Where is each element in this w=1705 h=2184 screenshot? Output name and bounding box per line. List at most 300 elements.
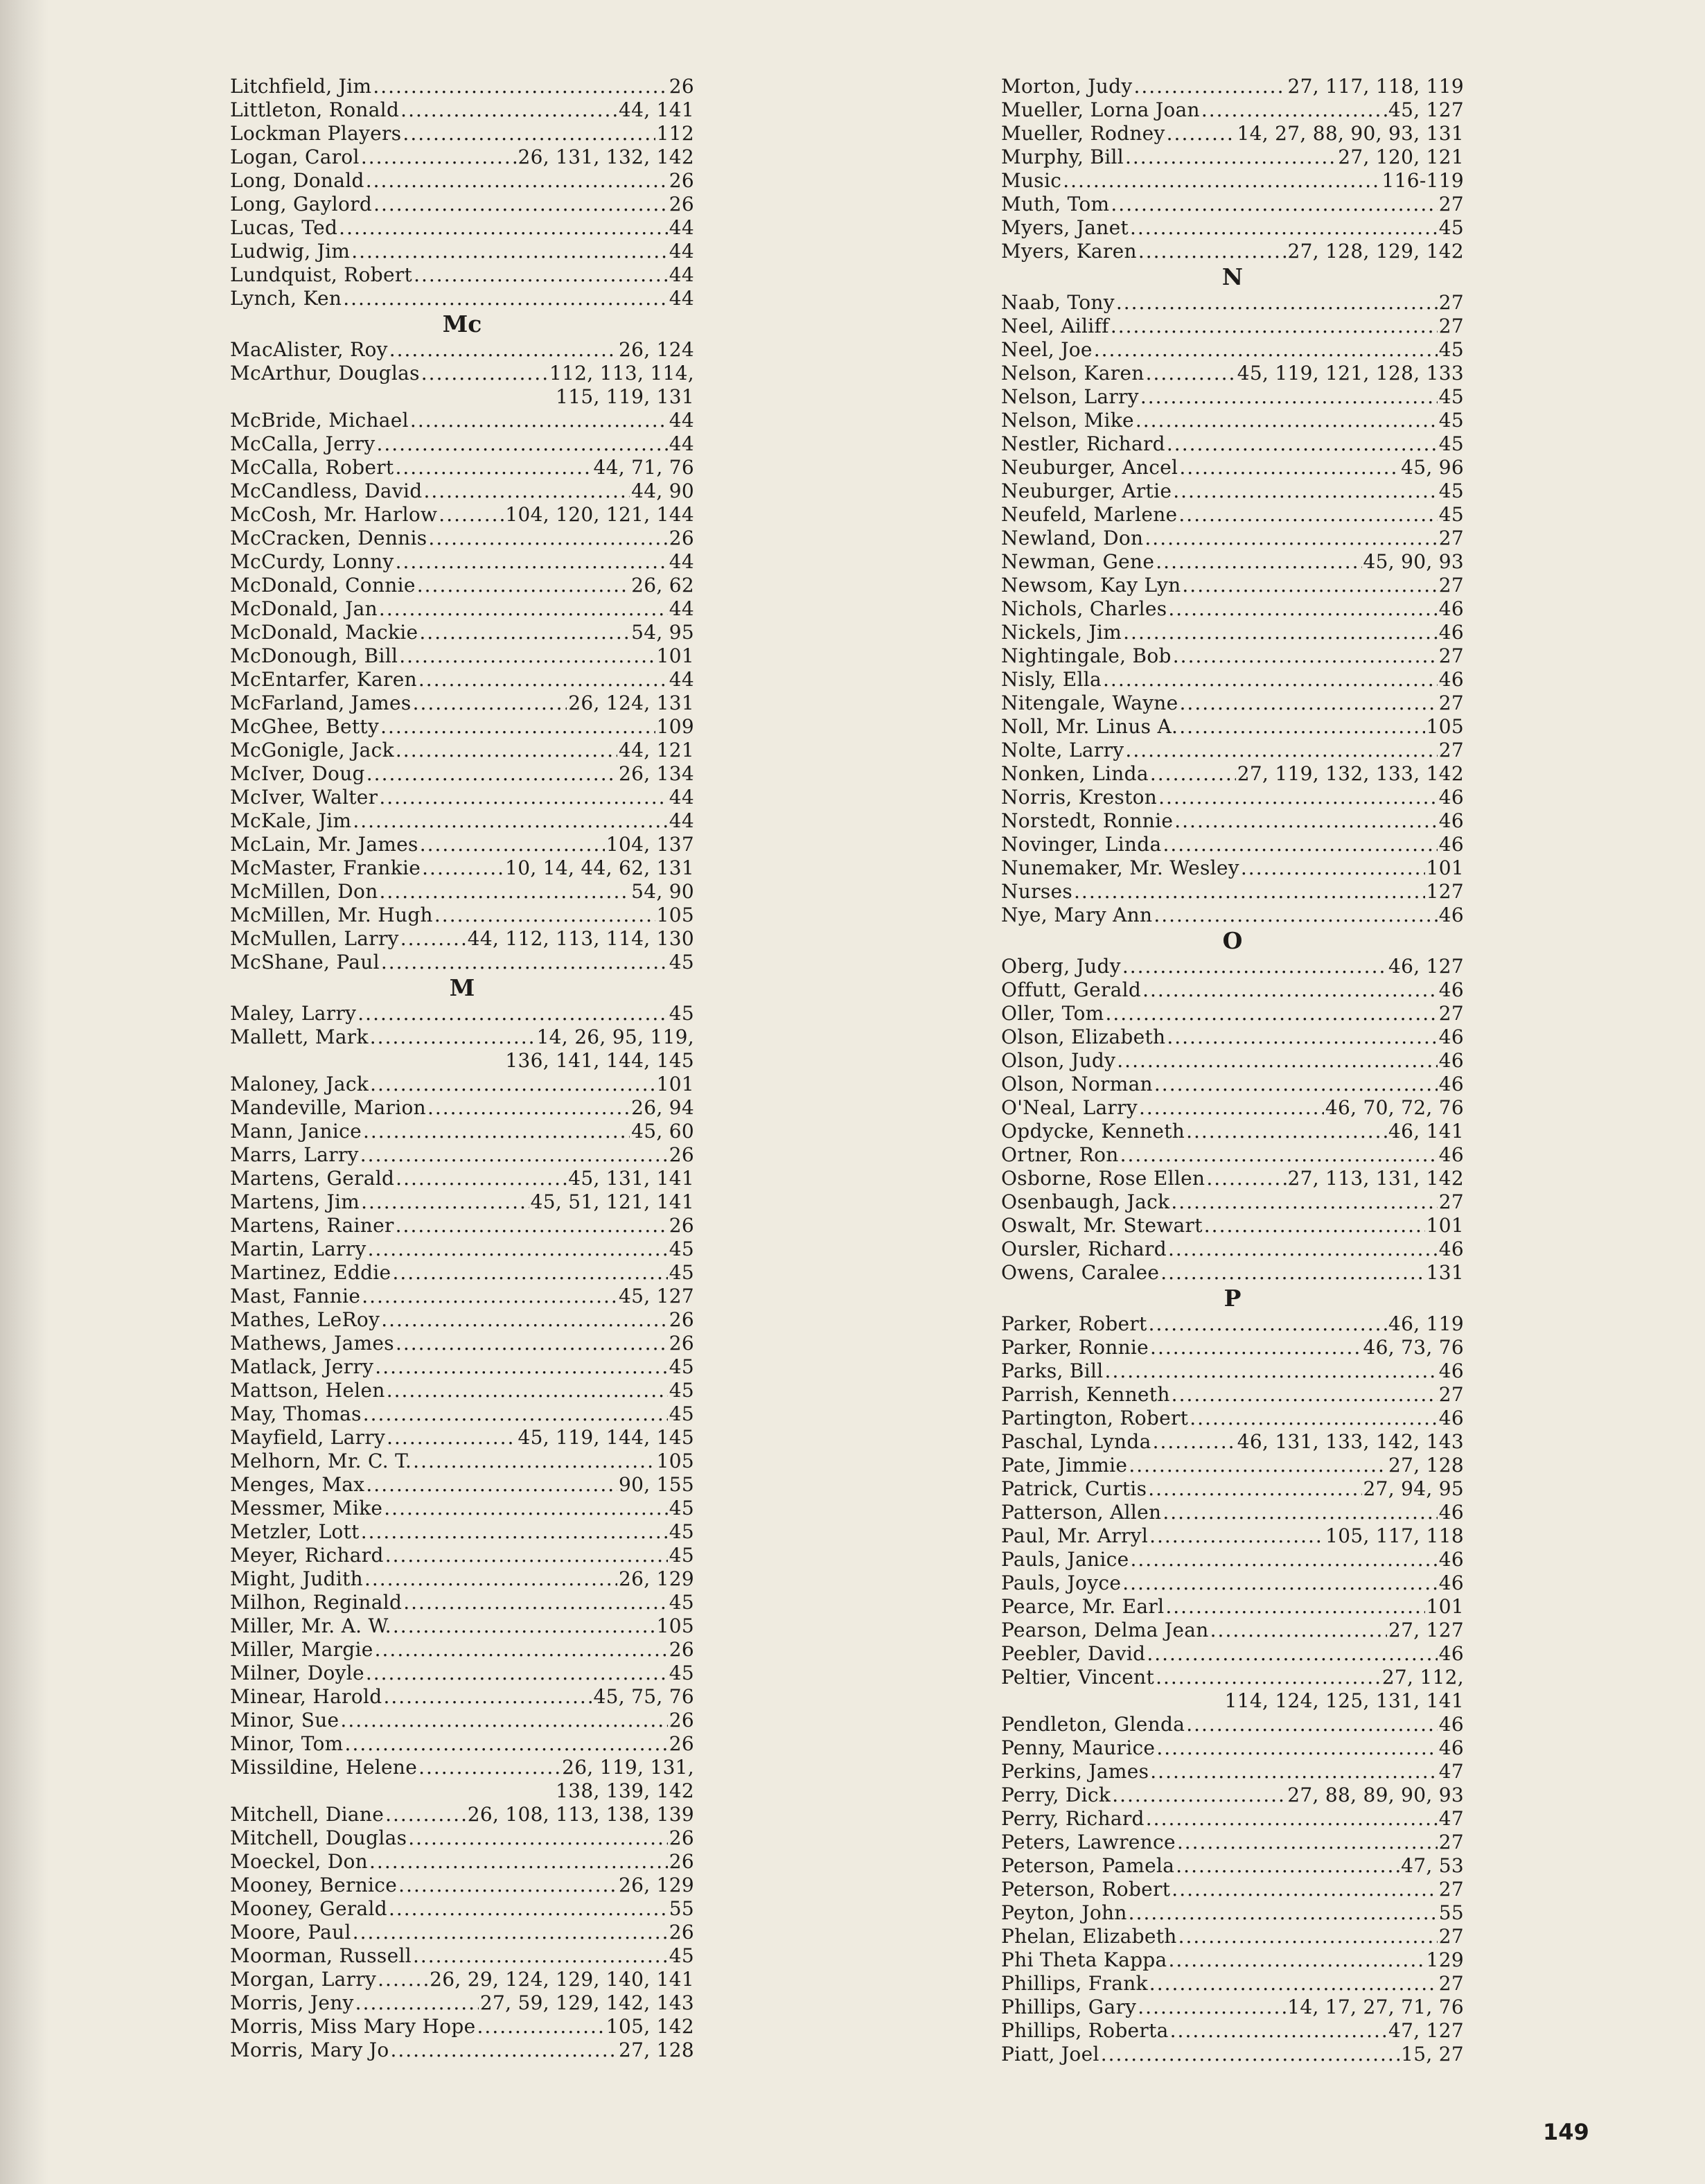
dot-leader: [420, 833, 605, 856]
dot-leader: [393, 1614, 655, 1638]
dot-leader: [1149, 1972, 1438, 1996]
entry-pages: 26: [669, 1709, 694, 1732]
index-entry: [230, 1473, 694, 1497]
entry-name: Penny, Maurice: [1001, 1736, 1156, 1759]
dot-leader: [403, 1591, 668, 1614]
dot-leader: [399, 644, 655, 668]
entry-pages: 27: [1438, 1878, 1464, 1901]
dot-leader: [1182, 574, 1437, 597]
dot-leader: [1063, 169, 1380, 193]
entry-name: Mathews, James: [230, 1332, 394, 1355]
entry-name: Morton, Judy: [1001, 75, 1133, 98]
entry-name: Peterson, Robert: [1001, 1878, 1171, 1901]
entry-name: Miller, Mr. A. W.: [230, 1614, 391, 1637]
entry-pages: 45: [669, 1355, 694, 1378]
index-entry: [1001, 1807, 1464, 1831]
dot-leader: [1154, 1073, 1438, 1096]
dot-leader: [339, 216, 668, 240]
entry-pages: 45: [669, 1944, 694, 1967]
entry-name: Lockman Players: [230, 122, 402, 145]
index-entry: [230, 1638, 694, 1662]
dot-leader: [362, 1285, 617, 1308]
dot-leader: [1136, 409, 1438, 432]
entry-pages: 26, 129: [619, 1567, 694, 1590]
entry-pages: 44: [669, 432, 694, 455]
index-entry: [230, 1850, 694, 1874]
entry-name: Parks, Bill: [1001, 1359, 1104, 1382]
index-entry: [230, 715, 694, 739]
entry-pages: 46: [1438, 1238, 1464, 1260]
dot-leader: [1120, 1143, 1438, 1167]
entry-pages: 27: [1438, 1831, 1464, 1853]
entry-name: Nichols, Charles: [1001, 597, 1167, 620]
index-entry: [230, 287, 694, 310]
entry-pages: 46: [1438, 1736, 1464, 1759]
entry-pages: 105: [656, 1614, 694, 1637]
entry-name: Myers, Janet: [1001, 216, 1129, 239]
entry-pages: 45: [669, 1591, 694, 1614]
page-number: 149: [1543, 2119, 1589, 2145]
entry-name: McDonald, Jan: [230, 597, 378, 620]
index-entry: [1001, 362, 1464, 385]
entry-name: Perry, Dick: [1001, 1784, 1111, 1806]
entry-pages: 26, 131, 132, 142: [518, 146, 694, 168]
entry-name: Morris, Mary Jo: [230, 2038, 389, 2061]
index-entry: [230, 809, 694, 833]
entry-pages: 47, 53: [1401, 1854, 1464, 1877]
entry-pages: 46: [1438, 1501, 1464, 1524]
entry-pages: 27: [1438, 1925, 1464, 1948]
index-entry: [1001, 1120, 1464, 1143]
entry-pages: 44, 141: [619, 98, 694, 121]
index-entry: [1001, 1854, 1464, 1878]
dot-leader: [1147, 1642, 1437, 1666]
entry-name: Patrick, Curtis: [1001, 1477, 1147, 1500]
entry-pages: 27, 128: [619, 2038, 694, 2061]
entry-pages: 27: [1438, 291, 1464, 314]
index-entry: [230, 1567, 694, 1591]
entry-name: Parker, Robert: [1001, 1312, 1147, 1335]
dot-leader: [385, 1803, 466, 1826]
dot-leader: [477, 2015, 605, 2038]
entry-pages: 26: [669, 1638, 694, 1661]
entry-name: Nelson, Mike: [1001, 409, 1134, 432]
index-entry: [1001, 880, 1464, 904]
entry-pages: 44: [669, 409, 694, 432]
entry-name: Nurses: [1001, 880, 1073, 903]
index-entry: [1001, 1261, 1464, 1285]
index-entry: [230, 1897, 694, 1921]
entry-name: Paschal, Lynda: [1001, 1430, 1151, 1453]
dot-leader: [1156, 550, 1361, 574]
dot-leader: [1139, 1096, 1324, 1120]
dot-leader: [381, 1308, 668, 1332]
index-entry: [230, 1379, 694, 1402]
section-heading: M: [449, 974, 475, 1001]
entry-name: Noll, Mr. Linus A.: [1001, 715, 1178, 738]
dot-leader: [1103, 668, 1438, 692]
index-entry: [230, 1614, 694, 1638]
dot-leader: [1116, 291, 1438, 315]
dot-leader: [357, 1002, 668, 1025]
index-entry: [1001, 169, 1464, 193]
index-entry: [1001, 385, 1464, 409]
dot-leader: [1176, 1854, 1399, 1878]
entry-pages: 46: [1438, 668, 1464, 691]
dot-leader: [351, 240, 668, 263]
dot-leader: [396, 550, 668, 574]
index-entry: [1001, 786, 1464, 809]
entry-name: Morgan, Larry: [230, 1968, 377, 1991]
index-entry: [230, 1143, 694, 1167]
index-entry: [1001, 904, 1464, 927]
entry-pages: 27: [1438, 1002, 1464, 1025]
dot-leader: [366, 1662, 668, 1685]
entry-name: Osborne, Rose Ellen: [1001, 1167, 1205, 1190]
entry-pages: 44: [669, 597, 694, 620]
entry-pages: 26, 124, 131: [568, 692, 694, 714]
entry-pages: 105: [656, 904, 694, 926]
entry-pages: 27, 127: [1388, 1619, 1464, 1641]
entry-pages: 101: [1426, 856, 1464, 879]
index-entry: [1001, 479, 1464, 503]
entry-pages: 26: [669, 1143, 694, 1166]
entry-pages: 116-119: [1381, 169, 1464, 192]
index-entry: [230, 1591, 694, 1614]
dot-leader: [379, 597, 668, 621]
dot-leader: [1122, 955, 1387, 978]
dot-leader: [1163, 1501, 1437, 1524]
entry-pages: 105: [656, 1450, 694, 1472]
index-entry: [1001, 955, 1464, 978]
dot-leader: [1142, 978, 1438, 1002]
entry-pages: 46, 73, 76: [1363, 1336, 1464, 1359]
index-entry: [230, 98, 694, 122]
dot-leader: [1153, 1430, 1236, 1454]
entry-pages: 45: [669, 1497, 694, 1520]
dot-leader: [1172, 1383, 1438, 1407]
entry-pages: 27, 120, 121: [1338, 146, 1464, 168]
dot-leader: [1123, 621, 1438, 644]
index-entry: [1001, 1002, 1464, 1025]
entry-name: Newman, Gene: [1001, 550, 1155, 573]
index-entry: [230, 338, 694, 362]
dot-leader: [1111, 193, 1437, 216]
entry-pages: 45, 127: [619, 1285, 694, 1307]
dot-leader: [1140, 385, 1438, 409]
entry-pages: 127: [1426, 880, 1464, 903]
index-entry: [1001, 1901, 1464, 1925]
index-entry: [230, 1944, 694, 1968]
dot-leader: [1241, 856, 1425, 880]
entry-pages: 45, 119, 121, 128, 133: [1237, 362, 1464, 385]
dot-leader: [1186, 1713, 1438, 1736]
entry-pages: 46: [1438, 809, 1464, 832]
entry-name: Matlack, Jerry: [230, 1355, 374, 1378]
dot-leader: [385, 1544, 668, 1567]
entry-pages: 26: [669, 1332, 694, 1355]
dot-leader: [392, 1261, 667, 1285]
dot-leader: [1111, 315, 1438, 338]
dot-leader: [417, 574, 630, 597]
index-entry: [1001, 1595, 1464, 1619]
dot-leader: [418, 668, 668, 692]
entry-pages: 46: [1438, 1143, 1464, 1166]
index-entry: [230, 1285, 694, 1308]
index-entry: [230, 1968, 694, 1991]
entry-name: Phillips, Frank: [1001, 1972, 1148, 1995]
entry-name: Littleton, Ronald: [230, 98, 400, 121]
index-entry: [230, 169, 694, 193]
entry-name: Pate, Jimmie: [1001, 1454, 1128, 1477]
entry-name: Olson, Judy: [1001, 1049, 1116, 1072]
index-column-left: [230, 75, 694, 2062]
dot-leader: [1178, 1925, 1438, 1948]
index-entry: [230, 479, 694, 503]
entry-pages: 47, 127: [1388, 2019, 1464, 2042]
entry-pages: 46: [1438, 1548, 1464, 1571]
dot-leader: [428, 527, 667, 550]
entry-name: Murphy, Bill: [1001, 146, 1124, 168]
dot-leader: [413, 1450, 655, 1473]
index-entry: [1001, 574, 1464, 597]
index-entry: [230, 574, 694, 597]
entry-name: Long, Gaylord: [230, 193, 373, 215]
entry-pages: 44, 112, 113, 114, 130: [467, 927, 694, 950]
entry-name: McMullen, Larry: [230, 927, 399, 950]
index-entry: [1001, 527, 1464, 550]
entry-name: Mitchell, Diane: [230, 1803, 385, 1826]
entry-pages: 27: [1438, 692, 1464, 714]
dot-leader: [1179, 456, 1399, 479]
entry-pages: 46: [1438, 978, 1464, 1001]
entry-pages: 54, 95: [631, 621, 694, 644]
entry-name: Owens, Caralee: [1001, 1261, 1160, 1284]
entry-pages: 46, 131, 133, 142, 143: [1237, 1430, 1464, 1453]
index-entry: [1001, 1359, 1464, 1383]
index-entry: [1001, 1383, 1464, 1407]
index-entry: [1001, 1430, 1464, 1454]
entry-name: MacAlister, Roy: [230, 338, 388, 361]
entry-name: Missildine, Helene: [230, 1756, 418, 1779]
index-entry: [230, 1308, 694, 1332]
index-entry: [230, 1921, 694, 1944]
dot-leader: [369, 1850, 668, 1874]
dot-leader: [1170, 2019, 1387, 2043]
entry-pages: 55: [1438, 1901, 1464, 1924]
entry-pages: 46: [1438, 1642, 1464, 1665]
entry-pages: 27: [1438, 193, 1464, 215]
index-entry: [230, 193, 694, 216]
entry-name: Neufeld, Marlene: [1001, 503, 1178, 526]
entry-pages: 46, 119: [1388, 1312, 1464, 1335]
dot-leader: [419, 621, 630, 644]
entry-name: McLain, Mr. James: [230, 833, 418, 856]
dot-leader: [375, 1355, 667, 1379]
index-entry: [1001, 597, 1464, 621]
dot-leader: [396, 739, 617, 762]
index-entry: [230, 951, 694, 974]
entry-name: Nitengale, Wayne: [1001, 692, 1178, 714]
dot-leader: [364, 1567, 617, 1591]
index-entry: [1001, 1948, 1464, 1972]
dot-leader: [1150, 1336, 1361, 1359]
index-entry: [230, 1096, 694, 1120]
dot-leader: [1129, 1454, 1387, 1477]
index-entry: [1001, 216, 1464, 240]
index-entry: [1001, 503, 1464, 527]
index-entry: [1001, 978, 1464, 1002]
entry-name: Martin, Larry: [230, 1238, 366, 1260]
dot-leader: [370, 1073, 655, 1096]
entry-pages: 44: [669, 240, 694, 263]
index-entry: [230, 146, 694, 169]
entry-pages: 14, 26, 95, 119,: [536, 1025, 694, 1048]
entry-name: Mitchell, Douglas: [230, 1826, 407, 1849]
entry-pages: 26: [669, 1732, 694, 1755]
entry-pages: 47: [1438, 1760, 1464, 1783]
dot-leader: [387, 1379, 668, 1402]
entry-pages: 45: [669, 1662, 694, 1684]
entry-name: Mandeville, Marion: [230, 1096, 426, 1119]
index-entry: [1001, 2019, 1464, 2043]
entry-name: Mast, Fannie: [230, 1285, 361, 1307]
entry-name: Norris, Kreston: [1001, 786, 1158, 809]
dot-leader: [1163, 833, 1437, 856]
index-entry: [1001, 291, 1464, 315]
index-entry: [230, 263, 694, 287]
dot-leader: [400, 927, 466, 951]
entry-name: Peters, Lawrence: [1001, 1831, 1176, 1853]
index-entry: [230, 1214, 694, 1238]
index-entry: [230, 1332, 694, 1355]
index-entry: [230, 1826, 694, 1850]
dot-leader: [1165, 1595, 1424, 1619]
entry-name: Martens, Jim: [230, 1190, 360, 1213]
entry-name: Mathes, LeRoy: [230, 1308, 380, 1331]
entry-pages: 109: [656, 715, 694, 738]
entry-name: Moeckel, Don: [230, 1850, 369, 1873]
index-entry: [1001, 715, 1464, 739]
dot-leader: [353, 809, 667, 833]
entry-name: Parker, Ronnie: [1001, 1336, 1149, 1359]
index-entry: [230, 880, 694, 904]
entry-pages: 27: [1438, 527, 1464, 549]
entry-name: McCracken, Dennis: [230, 527, 427, 549]
entry-name: Lundquist, Robert: [230, 263, 413, 286]
index-entry: [1001, 1713, 1464, 1736]
section-heading: O: [1222, 927, 1243, 954]
dot-leader: [396, 1167, 567, 1190]
entry-pages: 46: [1438, 833, 1464, 856]
entry-pages: 45: [669, 1544, 694, 1567]
entry-name: Offutt, Gerald: [1001, 978, 1142, 1001]
dot-leader: [1133, 75, 1286, 98]
dot-leader: [398, 1874, 617, 1897]
entry-name: Neuburger, Ancel: [1001, 456, 1178, 479]
entry-name: Phillips, Gary: [1001, 1996, 1137, 2018]
index-entry: [1001, 1784, 1464, 1807]
entry-pages: 26, 134: [619, 762, 694, 785]
index-entry: [1001, 1571, 1464, 1595]
entry-name: McMillen, Mr. Hugh: [230, 904, 433, 926]
dot-leader: [1148, 1477, 1361, 1501]
entry-name: Peterson, Pamela: [1001, 1854, 1175, 1877]
entry-name: Music: [1001, 169, 1062, 192]
entry-pages: 44: [669, 550, 694, 573]
dot-leader: [361, 1190, 529, 1214]
entry-pages: 26, 129: [619, 1874, 694, 1896]
index-entry: [230, 456, 694, 479]
index-entry: [230, 1803, 694, 1826]
dot-leader: [384, 1497, 667, 1520]
entry-pages: 26: [669, 1850, 694, 1873]
dot-leader: [387, 1426, 516, 1450]
entry-name: Phi Theta Kappa: [1001, 1948, 1167, 1971]
index-entry: [1001, 456, 1464, 479]
index-entry: [1001, 1214, 1464, 1238]
entry-pages: 44, 121: [619, 739, 694, 761]
index-column-right: [1001, 75, 1464, 2066]
dot-leader: [361, 1520, 668, 1544]
entry-pages: 45: [669, 1002, 694, 1025]
entry-pages: 45: [669, 1261, 694, 1284]
entry-name: Mayfield, Larry: [230, 1426, 386, 1449]
dot-leader: [1180, 692, 1438, 715]
entry-name: Newsom, Kay Lyn: [1001, 574, 1181, 597]
entry-name: Neuburger, Artie: [1001, 479, 1172, 502]
dot-leader: [1138, 1996, 1286, 2019]
entry-pages: 26, 119, 131,: [562, 1756, 694, 1779]
entry-pages: 104, 137: [606, 833, 694, 856]
entry-pages-continued: 138, 139, 142: [556, 1779, 694, 1802]
index-entry: [1001, 122, 1464, 146]
index-entry: [1001, 1996, 1464, 2019]
index-entry: [230, 1662, 694, 1685]
dot-leader: [1169, 1948, 1425, 1972]
index-entry: [1001, 1878, 1464, 1901]
index-entry: [230, 668, 694, 692]
dot-leader: [383, 1685, 592, 1709]
dot-leader: [408, 1826, 668, 1850]
entry-name: Nunemaker, Mr. Wesley: [1001, 856, 1239, 879]
index-entry: [230, 927, 694, 951]
entry-name: McGonigle, Jack: [230, 739, 394, 761]
entry-pages: 26: [669, 527, 694, 549]
index-entry: [1001, 644, 1464, 668]
dot-leader: [353, 1921, 668, 1944]
entry-pages: 46: [1438, 621, 1464, 644]
dot-leader: [390, 2038, 617, 2062]
entry-name: Martens, Gerald: [230, 1167, 395, 1190]
dot-leader: [1156, 1666, 1381, 1689]
entry-pages: 112: [656, 122, 694, 145]
entry-pages: 46: [1438, 1359, 1464, 1382]
index-entry: [230, 75, 694, 98]
index-entry: [230, 1002, 694, 1025]
entry-name: Nestler, Richard: [1001, 432, 1165, 455]
entry-name: McArthur, Douglas: [230, 362, 420, 385]
entry-name: Perkins, James: [1001, 1760, 1149, 1783]
index-entry: [1001, 1073, 1464, 1096]
entry-name: Ortner, Ron: [1001, 1143, 1119, 1166]
entry-pages: 26: [669, 75, 694, 98]
entry-name: Oswalt, Mr. Stewart: [1001, 1214, 1203, 1237]
entry-name: Minor, Tom: [230, 1732, 344, 1755]
entry-pages: 46, 141: [1388, 1120, 1464, 1143]
index-entry: [230, 1261, 694, 1285]
index-entry: [230, 1190, 694, 1214]
